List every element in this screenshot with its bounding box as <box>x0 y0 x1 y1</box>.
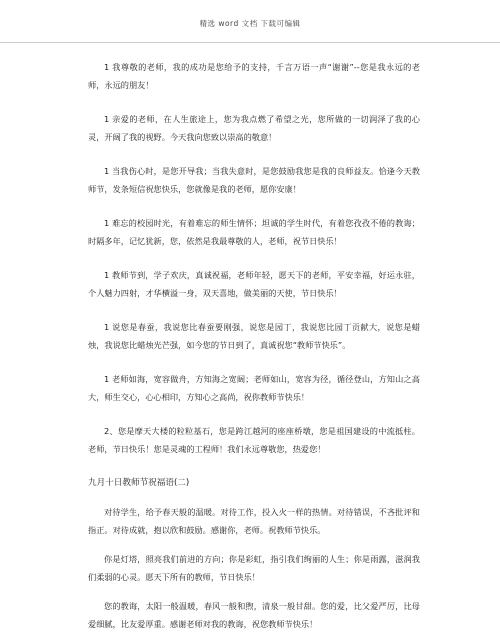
paragraph: 2、您是摩天大楼的粒粒基石，您是跨江越河的座座桥墩，您是祖国建设的中流抵柱。老师，节日快乐！您是灵魂的工程师！我们永远尊敬您，热爱您！ <box>88 426 420 454</box>
paragraph: 1 当我伤心时，是您开导我；当我失意时，是您鼓励我您是我的良师益友。恰逢今天教师节，发条短信祝您快乐，您就像是我的老师，愿你安康！ <box>88 166 420 194</box>
section-title: 九月十日教师节祝福语(二) <box>88 478 190 488</box>
paragraph: 1 说您是春蚕，我说您比春蚕要刚强，说您是园丁，我说您比园丁贡献大，说您是蜡烛，我说您比蜡烛光芒强，如今您的节日到了，真诚祝您“教师节快乐”。 <box>88 322 420 350</box>
paragraph: 你是灯塔，照亮我们前进的方向；你是彩虹，指引我们绚丽的人生；你是雨露，滋润我们柔弱的心灵。愿天下所有的教师，节日快乐！ <box>88 554 420 582</box>
paragraph: 1 我尊敬的老师，我的成功是您给予的支持，千言万语一声“谢谢”--您是我永远的老师，永远的朋友！ <box>88 62 420 90</box>
paragraph: 1 亲爱的老师，在人生旅途上，您为我点燃了希望之光，您所做的一切润泽了我的心灵，开阔了我的视野。今天我向您致以崇高的敬意！ <box>88 114 420 142</box>
paragraph: 1 教师节到，学子欢庆，真诚祝福，老师年轻，愿天下的老师，平安幸福，好运永驻，个人魅力四射，才华横溢一身，双天喜地，做美丽的天使，节日快乐！ <box>88 270 420 298</box>
paragraph: 您的教诲，太阳一般温暖，春风一般和煦，清泉一般甘甜。您的爱，比父爱严厉，比母爱细腻，比友爱厚重。感谢老师对我的教诲，祝您教师节快乐！ <box>88 601 420 629</box>
paragraph: 1 难忘的校园时光，有着难忘的师生情怀；坦诚的学生时代，有着您孜孜不倦的教诲；时隔多年，记忆犹新，您，依然是我最尊敬的人，老师，祝节日快乐！ <box>88 218 420 246</box>
header-title: 精选 word 文档 下载可编辑 <box>199 19 301 28</box>
section-1 <box>88 58 420 458</box>
page-header <box>0 0 500 43</box>
section-2 <box>88 503 420 633</box>
document-body <box>88 58 420 644</box>
paragraph: 1 老师如海，宽容做舟，方知海之宽阔；老师如山，宽容为径，循径登山，方知山之高大，师生交心，心心相印，方知心之高尚，祝你教师节快乐！ <box>88 374 420 402</box>
paragraph: 对待学生，给予春天般的温暖。对待工作，投入火一样的热情。对待错误，不吝批评和指正。对待成就，抱以欣和鼓励。感谢你，老师。祝教师节快乐。 <box>88 507 420 535</box>
